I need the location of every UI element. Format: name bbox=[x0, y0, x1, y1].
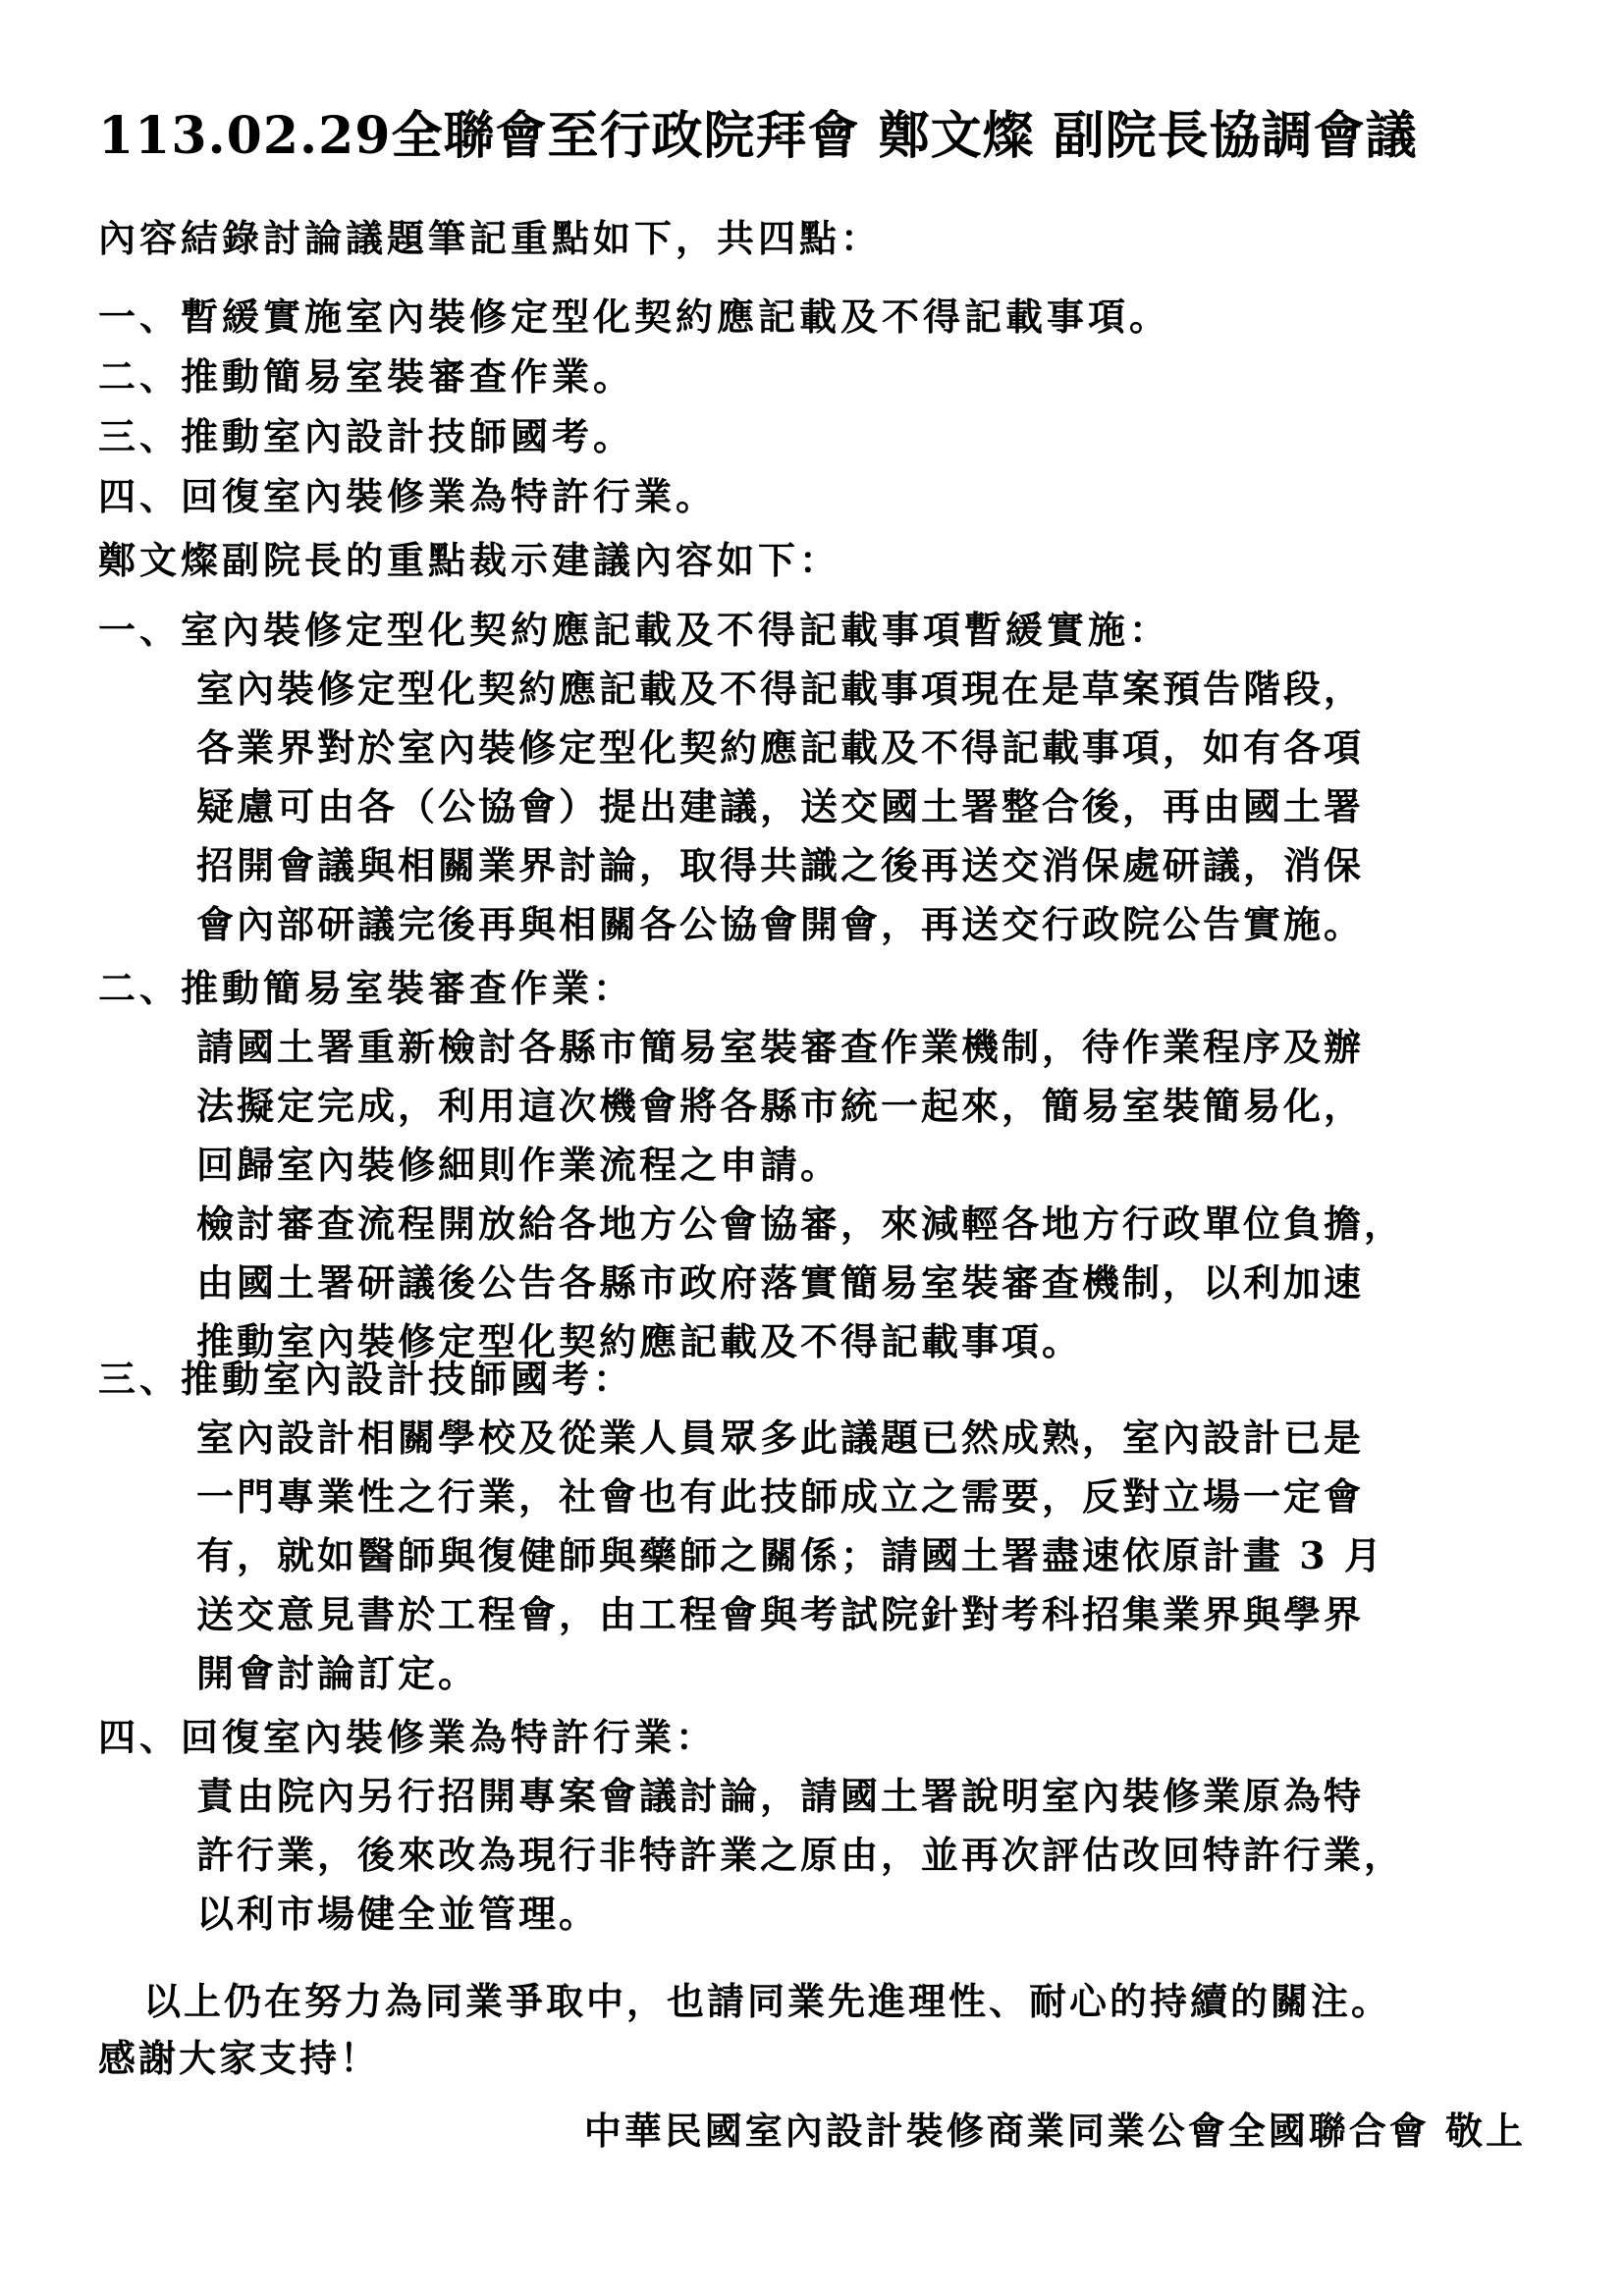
section-line: 送交意見書於工程會，由工程會與考試院針對考科招集業界與學界 bbox=[196, 1592, 1365, 1636]
section-line: 室內裝修定型化契約應記載及不得記載事項現在是草案預告階段， bbox=[196, 667, 1365, 711]
section-line: 由國土署研議後公告各縣市政府落實簡易室裝審查機制，以利加速 bbox=[196, 1260, 1365, 1305]
directive-section-4 bbox=[98, 1708, 1532, 1944]
closing-line: 以上仍在努力為同業爭取中，也請同業先進理性、耐心的持續的關注。 bbox=[143, 1979, 1392, 2023]
summary-list bbox=[98, 287, 1170, 526]
closing-paragraph bbox=[98, 1973, 1532, 2087]
section-line: 各業界對於室內裝修定型化契約應記載及不得記載事項，如有各項 bbox=[196, 725, 1365, 770]
section-line: 室內設計相關學校及從業人員眾多此議題已然成熟，室內設計已是 bbox=[196, 1415, 1365, 1460]
section-line: 會內部研議完後再與相關各公協會開會，再送交行政院公告實施。 bbox=[196, 902, 1365, 946]
intro-text: 內容結錄討論議題筆記重點如下，共四點： bbox=[98, 216, 883, 260]
directive-section-3 bbox=[98, 1350, 1532, 1703]
section-line: 法擬定完成，利用這次機會將各縣市統一起來，簡易室裝簡易化， bbox=[196, 1084, 1365, 1128]
signature-line: 中華民國室內設計裝修商業同業公會全國聯合會 敬上 bbox=[583, 2109, 1526, 2153]
directive-section-1 bbox=[98, 601, 1532, 954]
section-heading: 二、推動簡易室裝審查作業： bbox=[98, 966, 635, 1010]
section-line: 有，就如醫師與復健師與藥師之關係；請國土署盡速依原計畫 3 月 bbox=[196, 1533, 1384, 1577]
section-body bbox=[196, 1018, 1532, 1371]
section-line: 一門專業性之行業，社會也有此技師成立之需要，反對立場一定會 bbox=[196, 1474, 1365, 1519]
directive-section-2 bbox=[98, 959, 1532, 1371]
summary-item: 三、推動室內設計技師國考。 bbox=[98, 414, 635, 458]
section-heading: 四、回復室內裝修業為特許行業： bbox=[98, 1715, 718, 1759]
section-line: 推動室內裝修定型化契約應記載及不得記載事項。 bbox=[196, 1319, 1083, 1363]
section-line: 請國土署重新檢討各縣市簡易室裝審查作業機制，待作業程序及辦 bbox=[196, 1025, 1365, 1069]
section-line: 許行業，後來改為現行非特許業之原由，並再次評估改回特許行業， bbox=[196, 1833, 1405, 1877]
section-line: 以利市場健全並管理。 bbox=[196, 1892, 600, 1936]
directive-heading: 鄭文燦副院長的重點裁示建議內容如下： bbox=[98, 538, 841, 582]
section-heading: 三、推動室內設計技師國考： bbox=[98, 1357, 635, 1401]
section-body bbox=[196, 660, 1532, 954]
section-line: 回歸室內裝修細則作業流程之申請。 bbox=[196, 1143, 841, 1187]
closing-line: 感謝大家支持！ bbox=[98, 2036, 381, 2080]
section-body bbox=[196, 1767, 1532, 1944]
section-line: 開會討論訂定。 bbox=[196, 1651, 479, 1695]
section-body bbox=[196, 1409, 1532, 1703]
summary-item: 一、暫緩實施室內裝修定型化契約應記載及不得記載事項。 bbox=[98, 294, 1171, 339]
section-line: 檢討審查流程開放給各地方公會協審，來減輕各地方行政單位負擔， bbox=[196, 1201, 1405, 1246]
section-line: 責由院內另行招開專案會議討論，請國土署說明室內裝修業原為特 bbox=[196, 1774, 1365, 1818]
document-title: 113.02.29全聯會至行政院拜會 鄭文燦 副院長協調會議 bbox=[98, 106, 1418, 166]
summary-item: 四、回復室內裝修業為特許行業。 bbox=[98, 474, 718, 518]
section-line: 招開會議與相關業界討論，取得共識之後再送交消保處研議，消保 bbox=[196, 843, 1365, 887]
section-heading: 一、室內裝修定型化契約應記載及不得記載事項暫緩實施： bbox=[98, 608, 1171, 652]
section-line: 疑慮可由各（公協會）提出建議，送交國土署整合後，再由國土署 bbox=[196, 784, 1365, 828]
summary-item: 二、推動簡易室裝審查作業。 bbox=[98, 354, 635, 399]
